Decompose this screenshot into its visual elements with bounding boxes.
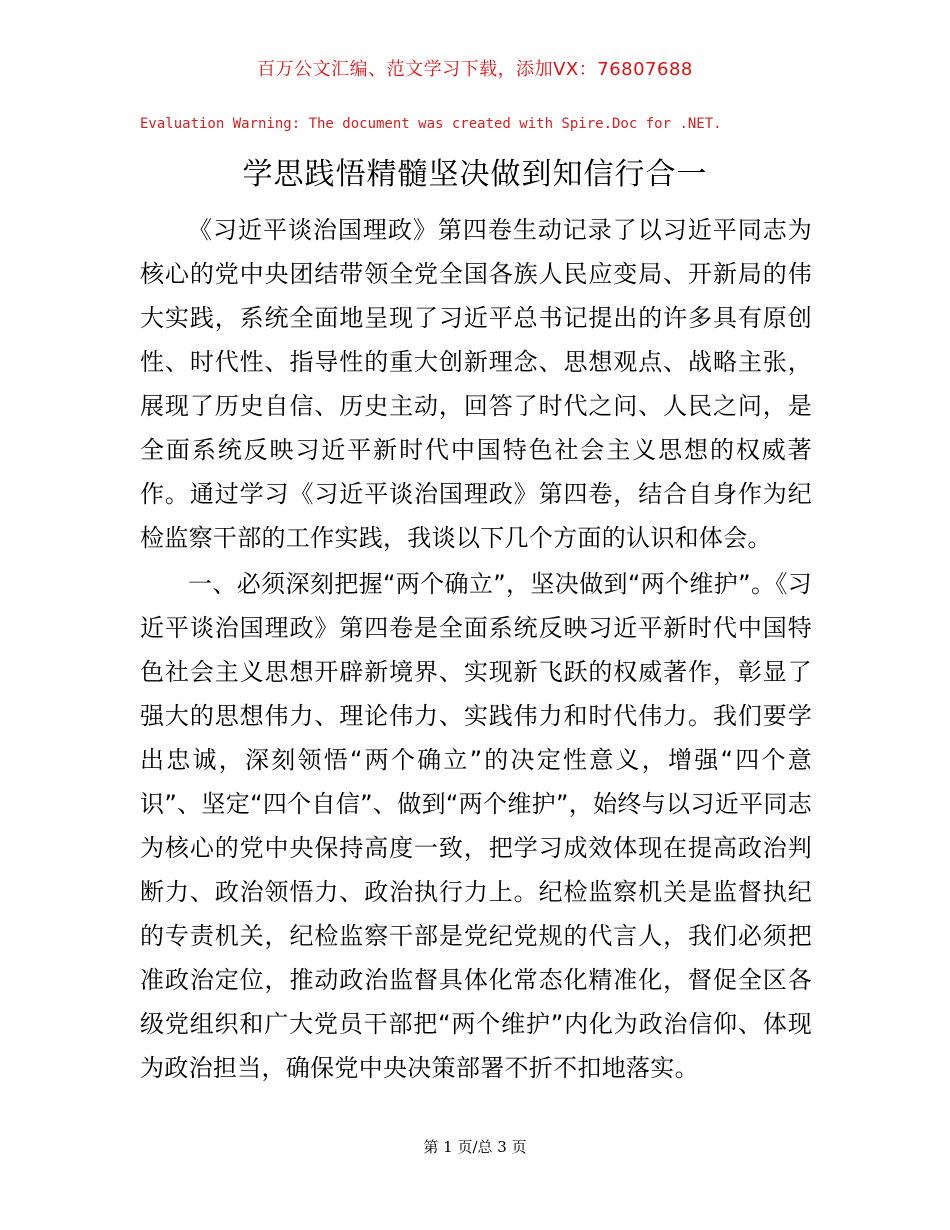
evaluation-warning: Evaluation Warning: The document was created with Spire.Doc for .NET. bbox=[140, 116, 722, 132]
promo-header: 百万公文汇编、范文学习下载，添加VX：76807688 bbox=[257, 59, 693, 80]
body-paragraph-2: 一、必须深刻把握“两个确立”，坚决做到“两个维护”。《习近平谈治国理政》第四卷是全面系统反映习近平新时代中国特色社会主义思想开辟新境界、实现新飞跃的权威著作，彰显了强大的思想伟力、理论伟力、实践伟力和时代伟力。我们要学出忠诚，深刻领悟“两个确立”的决定性意义，增强“四个意识”、坚定“四个自信”、做到“两个维护”，始终与以习近平同志为核心的党中央保持高度一致，把学习成效体现在提高政治判断力、政治领悟力、政治执行力上。纪检监察机关是监督执纪的专责机关，纪检监察干部是党纪党规的代言人，我们必须把准政治定位，推动政治监督具体化常态化精准化，督促全区各级党组织和广大党员干部把“两个维护”内化为政治信仰、体现为政治担当，确保党中央决策部署不折不扣地落实。 bbox=[140, 570, 812, 1082]
page-footer: 第 1 页/总 3 页 bbox=[423, 1138, 527, 1156]
body-paragraph-1: 《习近平谈治国理政》第四卷生动记录了以习近平同志为核心的党中央团结带领全党全国各族人民应变局、开新局的伟大实践，系统全面地呈现了习近平总书记提出的许多具有原创性、时代性、指导性的重大创新理念、思想观点、战略主张，展现了历史自信、历史主动，回答了时代之问、人民之问，是全面系统反映习近平新时代中国特色社会主义思想的权威著作。通过学习《习近平谈治国理政》第四卷，结合自身作为纪检监察干部的工作实践，我谈以下几个方面的认识和体会。 bbox=[140, 216, 812, 552]
document-body bbox=[140, 208, 812, 1090]
document-title: 学思践悟精髓坚决做到知信行合一 bbox=[242, 157, 708, 192]
